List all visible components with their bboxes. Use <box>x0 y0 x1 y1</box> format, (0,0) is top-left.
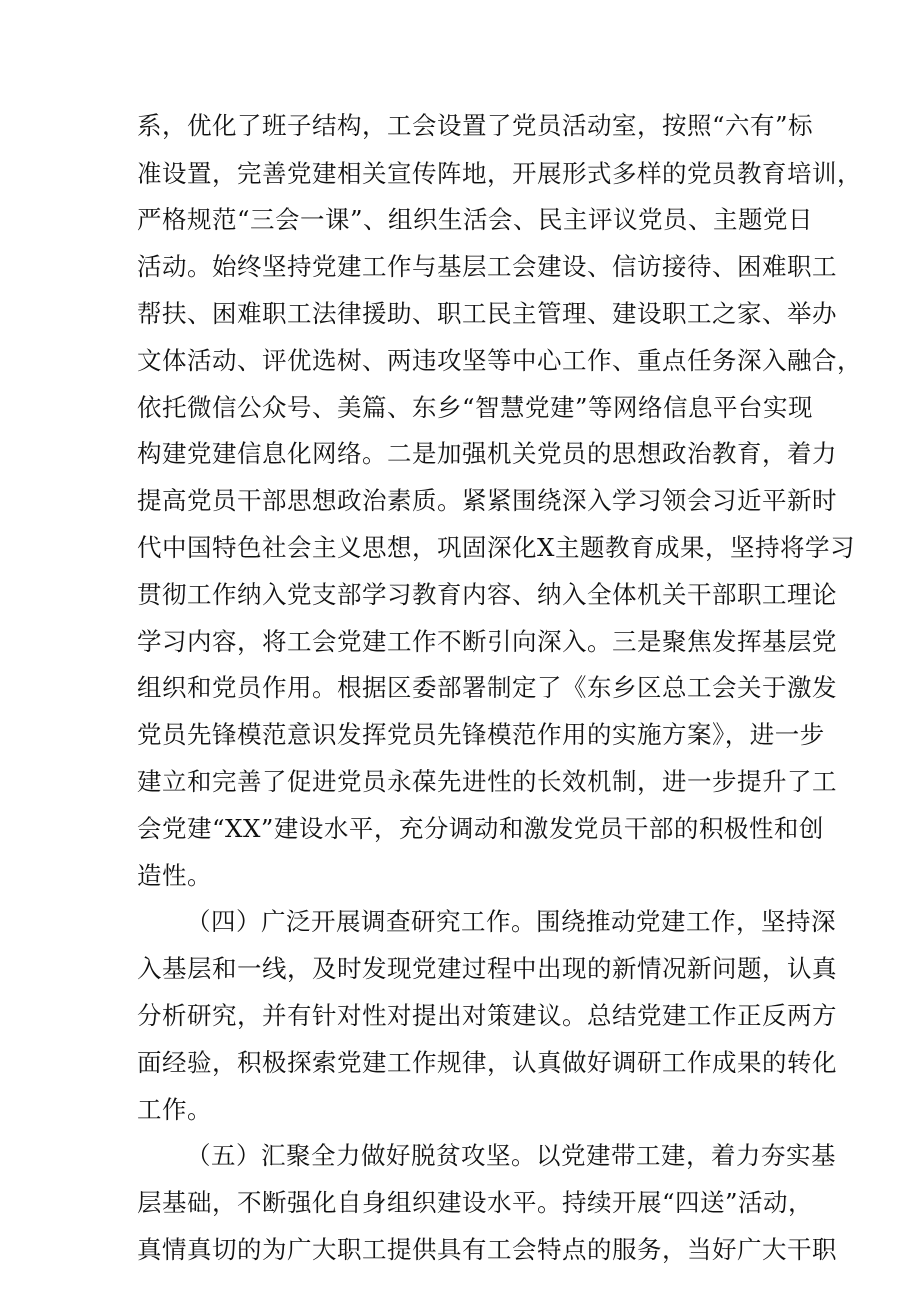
text-line: 构建党建信息化网络。二是加强机关党员的思想政治教育，着力 <box>137 439 837 468</box>
text-line: 严格规范“三会一课”、组织生活会、民主评议党员、主题党日 <box>137 205 814 234</box>
text-line: 文体活动、评优选树、两违攻坚等中心工作、重点任务深入融合， <box>137 346 862 375</box>
text-line: 学习内容，将工会党建工作不断引向深入。三是聚焦发挥基层党 <box>137 627 837 656</box>
section-heading-line: （四）广泛开展调查研究工作。围绕推动党建工作，坚持深 <box>186 907 836 936</box>
text-line: 系，优化了班子结构，工会设置了党员活动室，按照“六有”标 <box>137 111 814 140</box>
text-line: 入基层和一线，及时发现党建过程中出现的新情况新问题，认真 <box>137 954 837 983</box>
section-heading-line: （五）汇聚全力做好脱贫攻坚。以党建带工建，着力夯实基 <box>186 1141 836 1170</box>
text-line: 层基础，不断强化自身组织建设水平。持续开展“四送”活动， <box>137 1188 814 1217</box>
text-line: 帮扶、困难职工法律援助、职工民主管理、建设职工之家、举办 <box>137 299 837 328</box>
text-line: 面经验，积极探索党建工作规律，认真做好调研工作成果的转化 <box>137 1048 837 1077</box>
text-line: 真情真切的为广大职工提供具有工会特点的服务，当好广大干职 <box>137 1235 837 1264</box>
text-line: 建立和完善了促进党员永葆先进性的长效机制，进一步提升了工 <box>137 767 837 796</box>
text-line: 党员先锋模范意识发挥党员先锋模范作用的实施方案》，进一步 <box>137 720 825 749</box>
text-line: 代中国特色社会主义思想，巩固深化X主题教育成果，坚持将学习 <box>137 533 855 562</box>
text-line: 会党建“XX”建设水平，充分调动和激发党员干部的积极性和创 <box>137 814 824 843</box>
text-line: 活动。始终坚持党建工作与基层工会建设、信访接待、困难职工 <box>137 252 837 281</box>
text-line: 准设置，完善党建相关宣传阵地，开展形式多样的党员教育培训， <box>137 159 862 188</box>
text-line: 组织和党员作用。根据区委部署制定了《东乡区总工会关于激发 <box>137 673 837 702</box>
text-line: 依托微信公众号、美篇、东乡“智慧党建”等网络信息平台实现 <box>137 393 814 422</box>
text-line: 工作。 <box>137 1095 212 1124</box>
text-line: 造性。 <box>137 861 212 890</box>
text-line: 贯彻工作纳入党支部学习教育内容、纳入全体机关干部职工理论 <box>137 580 837 609</box>
text-line: 提高党员干部思想政治素质。紧紧围绕深入学习领会习近平新时 <box>137 486 837 515</box>
text-line: 分析研究，并有针对性对提出对策建议。总结党建工作正反两方 <box>137 1001 837 1030</box>
